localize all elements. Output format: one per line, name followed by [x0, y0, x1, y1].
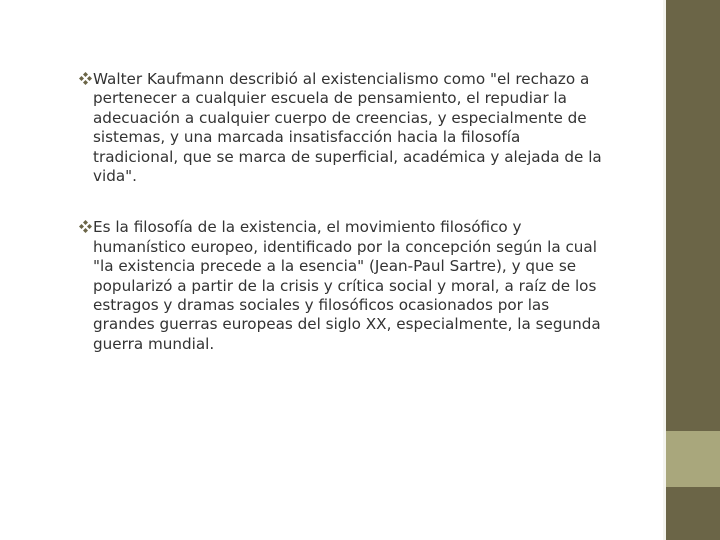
bullet-text: Es la filosofía de la existencia, el movimiento filosófico y humanístico europeo, identificado por la concepción según la cual "la existencia precede a la esencia" (Jean-Paul Sartre), y que se popularizó a partir de la crisis y crítica social y moral, a raíz de los estragos y dramas sociales y filosóficos ocasionados por las grandes guerras europeas del siglo XX, especialmente, la segunda guerra mundial.: [93, 218, 601, 353]
diamond-bullet-icon: [78, 219, 93, 234]
bullet-item: [78, 218, 608, 354]
sidebar-block-bottom: [666, 487, 720, 540]
slide-body: [78, 70, 608, 386]
sidebar-block-accent: [666, 431, 720, 487]
bullet-text: Walter Kaufmann describió al existencialismo como "el rechazo a pertenecer a cualquier escuela de pensamiento, el repudiar la adecuación a cualquier cuerpo de creencias, y especialmente de sistemas, y una marcada insatisfacción hacia la filosofía tradicional, que se marca de superficial, académica y alejada de la vida".: [93, 70, 602, 186]
diamond-bullet-icon: [78, 71, 93, 86]
bullet-item: [78, 70, 608, 186]
sidebar-block-top: [666, 0, 720, 431]
